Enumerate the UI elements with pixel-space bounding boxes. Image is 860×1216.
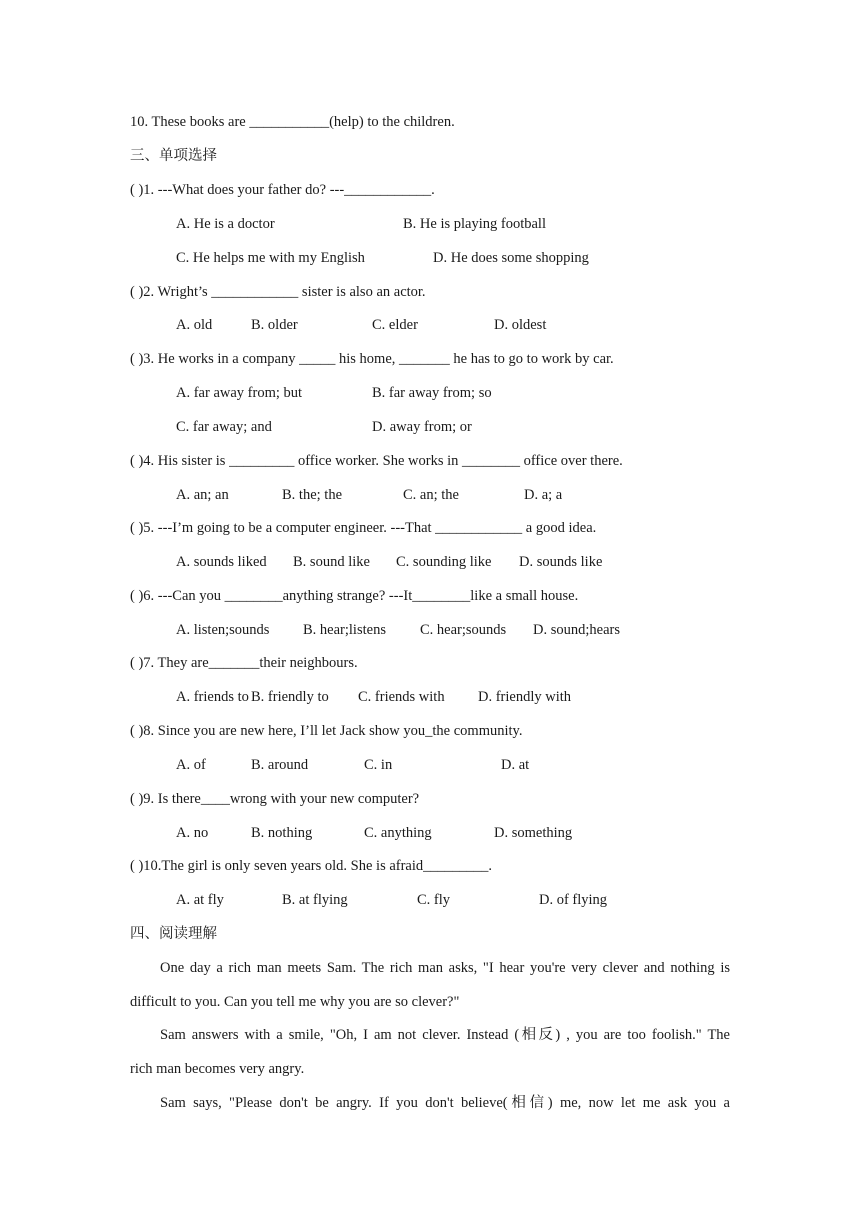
question-1-option-d: D. He does some shopping — [433, 250, 589, 266]
fill-blank-question-10: 10. These books are ___________(help) to the children. — [130, 114, 455, 130]
question-1-option-b: B. He is playing football — [403, 216, 546, 232]
question-6-option-b: B. hear;listens — [303, 622, 386, 638]
question-6-option-c: C. hear;sounds — [420, 622, 507, 638]
question-2-option-c: C. elder — [372, 317, 418, 333]
question-10-option-a: A. at fly — [176, 892, 224, 908]
question-6-option-d: D. sound;hears — [533, 622, 620, 638]
question-9-stem: ( )9. Is there____wrong with your new computer? — [130, 791, 420, 807]
question-8-option-a: A. of — [176, 757, 206, 773]
question-8-stem: ( )8. Since you are new here, I’ll let Jack show you_the community. — [130, 723, 523, 739]
question-8-option-d: D. at — [501, 757, 530, 773]
question-4-option-c: C. an; the — [403, 487, 459, 503]
question-7-option-a: A. friends to — [176, 689, 249, 705]
question-9-option-a: A. no — [176, 825, 209, 841]
question-2-option-a: A. old — [176, 317, 213, 333]
question-6-stem: ( )6. ---Can you ________anything strange? ---It________like a small house. — [130, 588, 579, 604]
question-10-stem: ( )10.The girl is only seven years old. She is afraid_________. — [130, 858, 493, 874]
question-10-option-b: B. at flying — [282, 892, 348, 908]
question-1-stem: ( )1. ---What does your father do? ---____________. — [130, 182, 435, 198]
question-9-option-d: D. something — [494, 825, 573, 841]
question-8-option-b: B. around — [251, 757, 309, 773]
passage-line: Sam answers with a smile, "Oh, I am not clever. Instead (相反) , you are too foolish." The — [160, 1027, 730, 1043]
question-6-option-a: A. listen;sounds — [176, 622, 270, 638]
question-4-option-b: B. the; the — [282, 487, 343, 503]
question-5-option-c: C. sounding like — [396, 554, 492, 570]
question-2-stem: ( )2. Wright’s ____________ sister is also an actor. — [130, 284, 426, 300]
question-3-option-b: B. far away from; so — [372, 385, 492, 401]
question-10-option-c: C. fly — [417, 892, 451, 908]
section-heading-multiple-choice: 三、单项选择 — [130, 148, 217, 164]
question-8-option-c: C. in — [364, 757, 393, 773]
question-5-option-b: B. sound like — [293, 554, 370, 570]
question-9-option-b: B. nothing — [251, 825, 313, 841]
question-1-option-a: A. He is a doctor — [176, 216, 275, 232]
section-heading-reading-comprehension: 四、阅读理解 — [130, 926, 217, 942]
question-10-option-d: D. of flying — [539, 892, 608, 908]
question-4-option-a: A. an; an — [176, 487, 229, 503]
question-7-option-b: B. friendly to — [251, 689, 329, 705]
question-7-stem: ( )7. They are_______their neighbours. — [130, 655, 358, 671]
question-2-option-d: D. oldest — [494, 317, 547, 333]
question-3-stem: ( )3. He works in a company _____ his home, _______ he has to go to work by car. — [130, 351, 614, 367]
question-3-option-a: A. far away from; but — [176, 385, 303, 401]
question-4-option-d: D. a; a — [524, 487, 563, 503]
passage-line: Sam says, "Please don't be angry. If you don't believe(相信) me, now let me ask you a — [160, 1095, 730, 1111]
question-5-stem: ( )5. ---I’m going to be a computer engineer. ---That ____________ a good idea. — [130, 520, 597, 536]
passage-line: rich man becomes very angry. — [130, 1061, 305, 1077]
question-3-option-d: D. away from; or — [372, 419, 472, 435]
question-7-option-d: D. friendly with — [478, 689, 572, 705]
question-7-option-c: C. friends with — [358, 689, 445, 705]
question-2-option-b: B. older — [251, 317, 298, 333]
question-9-option-c: C. anything — [364, 825, 432, 841]
question-5-option-a: A. sounds liked — [176, 554, 267, 570]
passage-line: One day a rich man meets Sam. The rich man asks, "I hear you're very clever and nothing is — [160, 960, 730, 976]
passage-line: difficult to you. Can you tell me why you are so clever?" — [130, 994, 460, 1010]
question-4-stem: ( )4. His sister is _________ office worker. She works in ________ office over there. — [130, 453, 623, 469]
question-1-option-c: C. He helps me with my English — [176, 250, 365, 266]
question-5-option-d: D. sounds like — [519, 554, 603, 570]
question-3-option-c: C. far away; and — [176, 419, 272, 435]
